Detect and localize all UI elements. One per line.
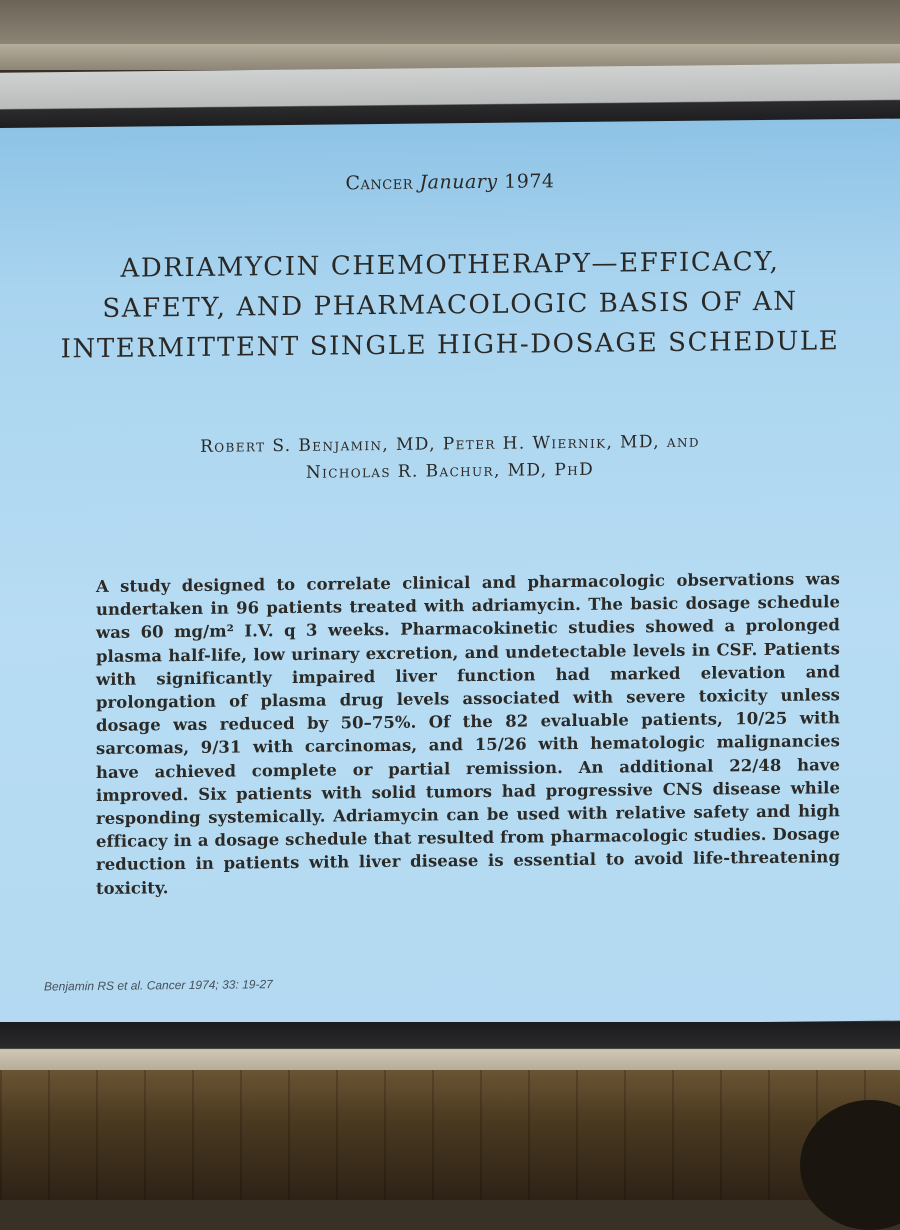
projection-screen [0,119,900,1030]
journal-name: Cancer [345,171,413,195]
screen-housing-bottom [0,1022,900,1070]
article-title: ADRIAMYCIN CHEMOTHERAPY—EFFICACY, SAFETY, AND PHARMACOLOGIC BASIS OF AN INTERMITTENT SINGLE HIGH-DOSAGE SCHEDULE [60,246,840,365]
audience-head [800,1100,900,1230]
authors-line-1: Robert S. Benjamin, MD, Peter H. Wiernik, MD, and [200,431,700,457]
journal-year: 1974 [504,170,555,193]
slide [0,119,900,1028]
article-authors [60,427,840,489]
authors-line-2: Nicholas R. Bachur, MD, PhD [305,459,595,483]
article-abstract: A study designed to correlate clinical and pharmacologic observations was undertaken in 96 patients treated with adriamycin. The basic dosage schedule was 60 mg/m² I.V. q 3 weeks. Pharmacokinetic studies showed a prolonged plasma half-life, low urinary excretion, and undetectable levels in CSF. Patients with significantly impaired liver function had marked elevation and prolongation of plasma drug levels associated with severe toxicity unless dosage was reduced by 50–75%. Of the 82 evaluable patients, 10/25 with sarcomas, 9/31 with carcinomas, and 15/26 with hematologic malignancies have achieved complete or partial remission. An additional 22/48 have improved. Six patients with solid tumors had progressive CNS disease while responding systemically. Adriamycin can be used with relative safety and high efficacy in a dosage schedule that resulted from pharmacologic studies. Dosage reduction in patients with liver disease is essential to avoid life-threatening toxicity. [96,569,840,898]
journal-header [0,167,900,198]
journal-month: January [419,170,498,194]
citation: Benjamin RS et al. Cancer 1974; 33: 19-27 [44,977,273,994]
wood-panel-wall [0,1070,900,1200]
